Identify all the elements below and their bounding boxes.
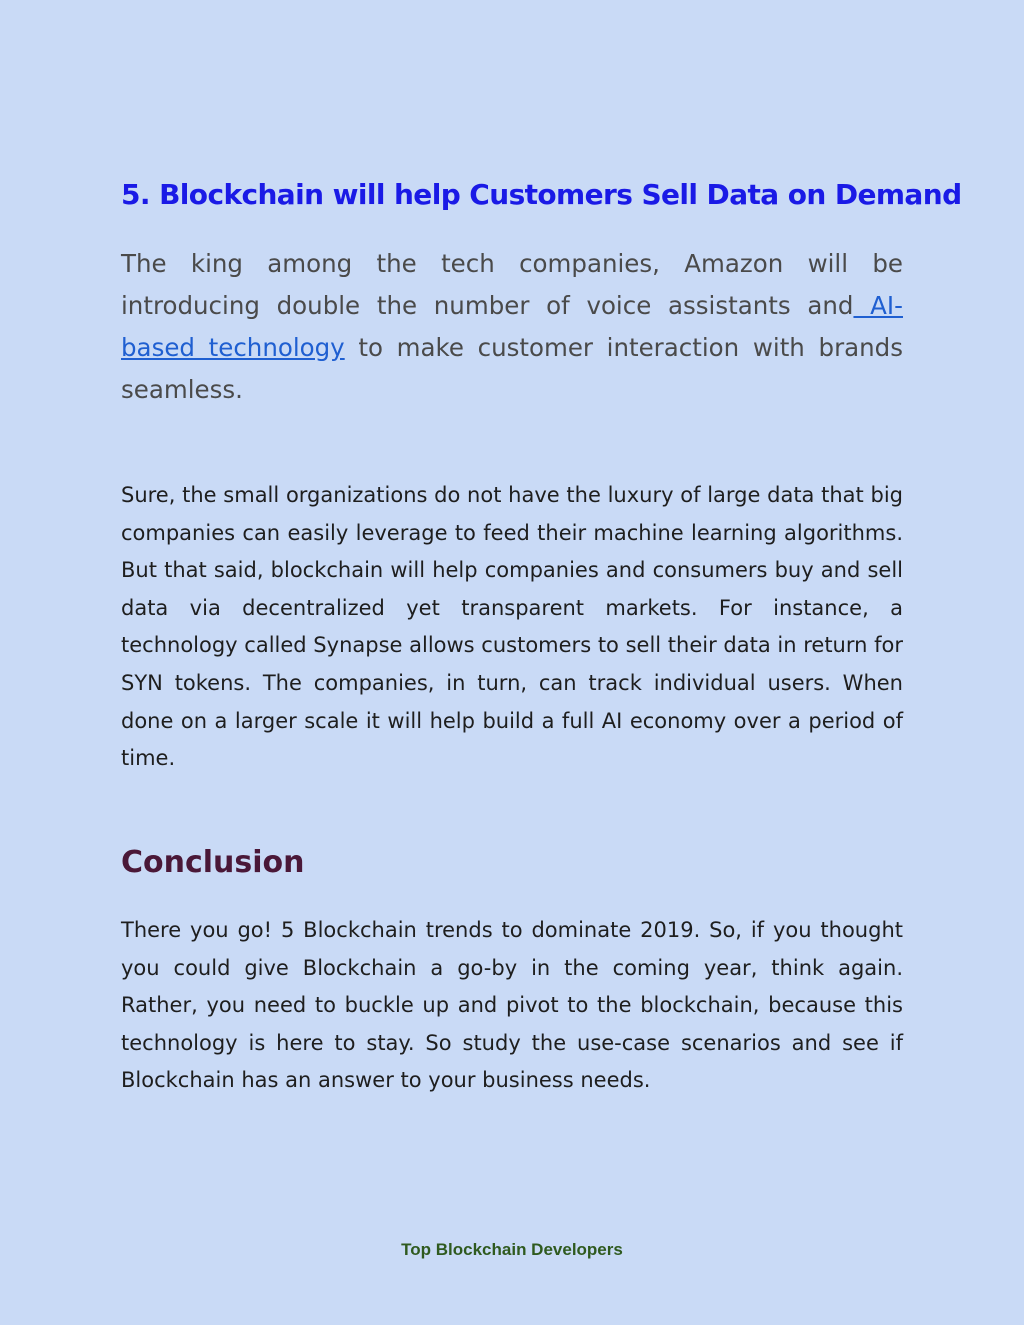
page-footer: Top Blockchain Developers (401, 1240, 623, 1259)
intro-text-before-link: The king among the tech companies, Amazon will be introducing double the number of voice assistants and (121, 249, 903, 320)
intro-paragraph (121, 243, 903, 411)
conclusion-paragraph: There you go! 5 Blockchain trends to dominate 2019. So, if you thought you could give Blockchain a go-by in the coming year, think again. Rather, you need to buckle up and pivot to the blockchain, because this technology is here to stay. So study the use-case scenarios and see if Blockchain has an answer to your business needs. (121, 918, 903, 1093)
body-paragraph-synapse: Sure, the small organizations do not have the luxury of large data that big companies can easily leverage to feed their machine learning algorithms. But that said, blockchain will help companies and consumers buy and sell data via decentralized yet transparent markets. For instance, a technology called Synapse allows customers to sell their data in return for SYN tokens. The companies, in turn, can track individual users. When done on a larger scale it will help build a full AI economy over a period of time. (121, 483, 903, 771)
conclusion-heading: Conclusion (121, 845, 305, 880)
ai-based-technology-link[interactable]: AI-based technology (121, 291, 903, 362)
intro-text-after-link: to make customer interaction with brands seamless. (121, 333, 903, 404)
section-heading: 5. Blockchain will help Customers Sell Data on Demand (121, 178, 962, 211)
